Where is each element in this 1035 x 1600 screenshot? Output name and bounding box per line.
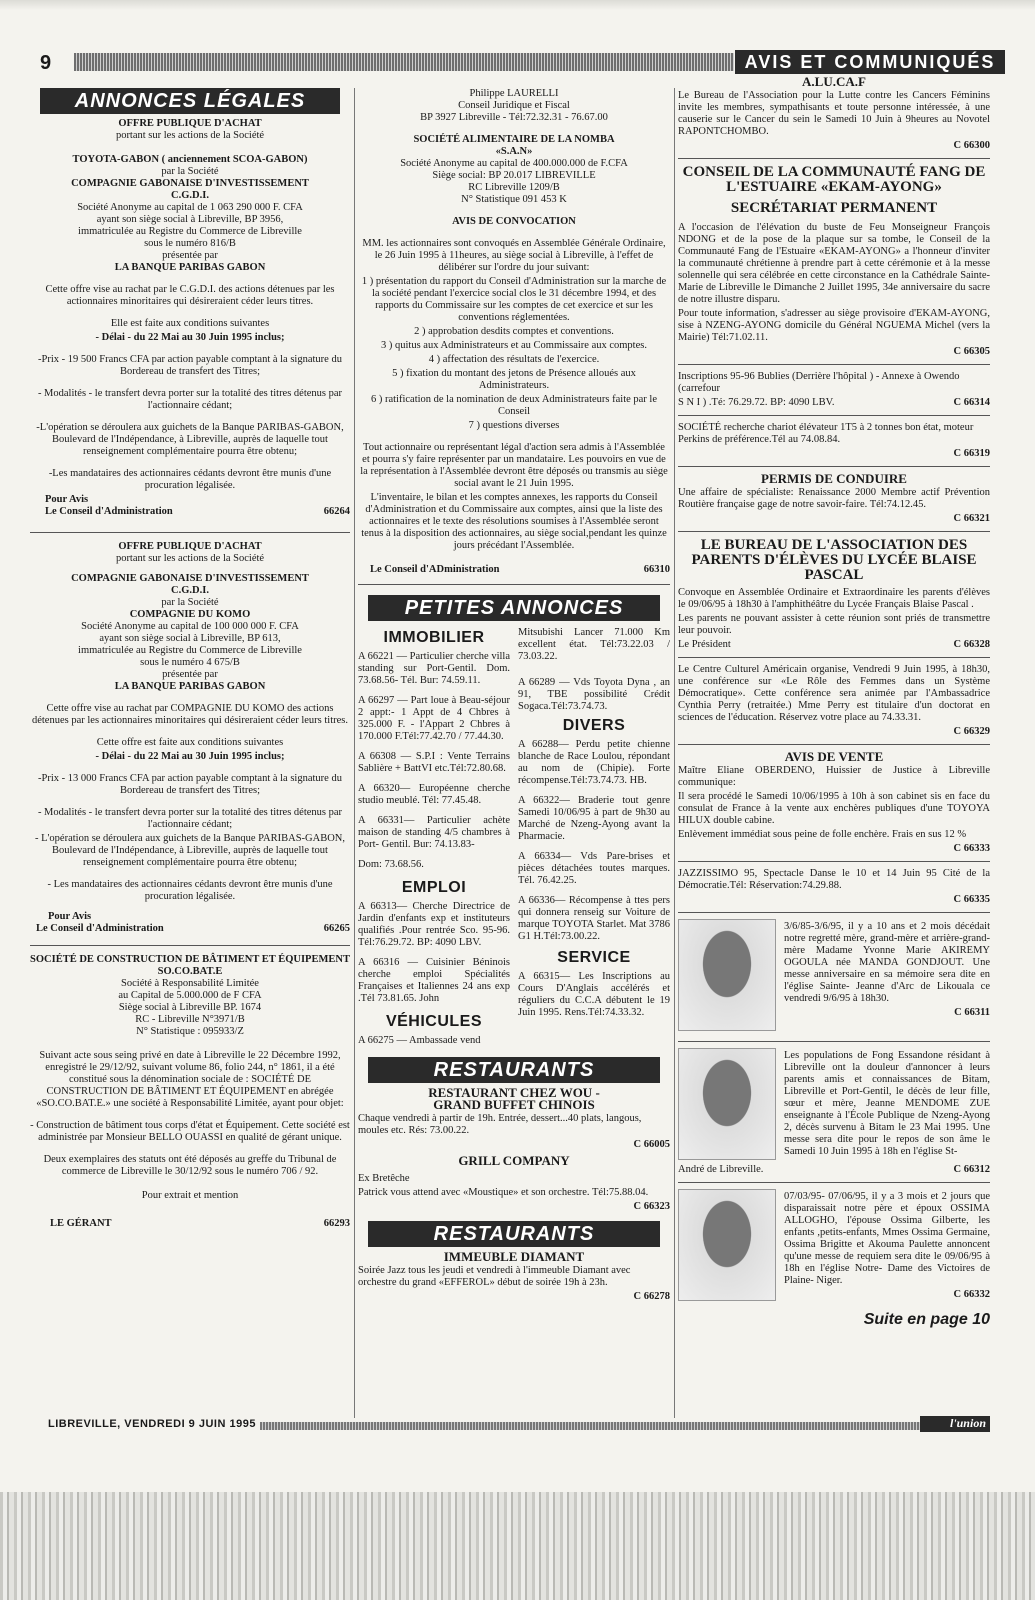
ad-line: immatriculée au Registre du Commerce de Libreville bbox=[78, 226, 302, 237]
ad-subtitle: portant sur les actions de la Société bbox=[115, 553, 265, 564]
portrait-photo bbox=[678, 1189, 776, 1301]
notice-text: Les parents ne pouvant assister à cette réunion sont priés de transmettre leur pouvoir. bbox=[678, 613, 990, 636]
classified-ad: Dom: 73.68.56. bbox=[358, 859, 424, 870]
divider bbox=[678, 531, 990, 532]
divider bbox=[678, 1182, 990, 1183]
notice-title: PERMIS DE CONDUIRE bbox=[761, 471, 907, 486]
ad-code: C 66278 bbox=[633, 1291, 670, 1302]
ad-line: par la Société bbox=[161, 597, 219, 608]
ad-line: ayant son siège social à Libreville, BP 613, bbox=[99, 633, 281, 644]
classified-ad: A 66322— Braderie tout genre Samedi 10/06/95 à part de 9h30 au Marché de Nzeng-Ayong avant la Pharmacie. bbox=[518, 795, 670, 842]
category-divers: DIVERS bbox=[562, 717, 626, 734]
classified-ad: A 66331— Particulier achète maison de standing 4/5 chambres à Port- Gentil. Bur: 74.13.83- bbox=[358, 815, 510, 850]
agenda-item: 7 ) questions diverses bbox=[468, 420, 560, 431]
notice-text: Pour toute information, s'adresser au siège provisoire d'EKAM-AYONG, sise à NZENG-AYONG domicile du Général NGUEMA Michel (vers la Mairie) Tél:71.02.11. bbox=[678, 308, 990, 343]
notice-text: Convoque en Assemblée Ordinaire et Extraordinaire les parents d'élèves le 09/06/95 à 18h30 à l'amphithéâtre du Lycée Français Blaise Pascal . bbox=[678, 587, 990, 610]
ad-paragraph: - Modalités - le transfert devra porter sur la totalité des titres détenus par l'actionnaire cédant; bbox=[37, 388, 343, 411]
notice-text: Le Bureau de l'Association pour la Lutte contre les Cancers Féminins invite les membres, sympathisants et toute personne intéressée, à une causerie sur le Cancer du sein le Samedi 10 Juin à 9heures au Novotel RAPONTCHOMBO. bbox=[678, 90, 990, 137]
petites-annonces-grid bbox=[358, 625, 670, 1049]
divider bbox=[678, 861, 990, 862]
ad-code: C 66300 bbox=[953, 140, 990, 151]
agenda-item: 1 ) présentation du rapport du Conseil d'Administration sur la marche de la société pendant l'exercice social clos le 31 décembre 1994, et des rapports du Commissaire sur les comptes de cet exercice et sur les conventions réglementées. bbox=[361, 276, 667, 323]
classified-ad: Mitsubishi Lancer 71.000 Km excellent état. Tél:73.22.03 / 73.03.22. bbox=[518, 627, 670, 662]
notice-lycee bbox=[678, 538, 990, 651]
ad-code: C 66333 bbox=[953, 843, 990, 854]
banner-petites-annonces: PETITES ANNONCES bbox=[368, 595, 660, 621]
ad-line: RC - Libreville N°3971/B bbox=[135, 1014, 245, 1025]
ad-line: N° Statistique : 095933/Z bbox=[136, 1026, 244, 1037]
ad-paragraph: -L'opération se déroulera aux guichets de la Banque PARIBAS-GABON, Boulevard de l'Indépendance, à Libreville, auprès de laquelle tout renseignement complémentaire pourra être obtenu; bbox=[36, 422, 344, 457]
ad-restaurants bbox=[358, 1087, 670, 1213]
notice-text: Enlèvement immédiat sous peine de folle enchère. Frais en sus 12 % bbox=[678, 829, 967, 840]
ad-paragraph: Suivant acte sous seing privé en date à Libreville le 22 Décembre 1992, enregistré le 29/12/92, suivant volume 86, folio 244, n° 1861, il a été constitué sous la dénomination sociale de : SOCIÉTÉ DE CONSTRUCTION DE BÂTIMENT ET ÉQUIPEMENT en abrégée «SO.CO.BAT.E.» une société à Responsabilité Limitée, ayant pour objet: bbox=[36, 1050, 344, 1109]
ad-paragraph: Chaque vendredi à partir de 19h. Entrée, dessert...40 plats, langous, moules etc. Rés: 73.00.22. bbox=[358, 1113, 642, 1136]
divider bbox=[678, 1041, 990, 1042]
ad-signature: Le Conseil d'ADministration bbox=[370, 564, 500, 575]
classified-ad: A 66313— Cherche Directrice de Jardin d'enfants exp et instituteurs qualifiés .Pour rentrée Sco. 95-96. Tél:76.29.72. BP: 4090 LBV. bbox=[358, 901, 510, 948]
divider bbox=[678, 415, 990, 416]
ad-line: par la Société bbox=[161, 166, 219, 177]
ad-line: présentée par bbox=[162, 250, 218, 261]
ad-paragraph: Cette offre vise au rachat par le C.G.D.I. des actions détenues par les actionnaires minoritaires qui désireraient céder leurs titres. bbox=[45, 284, 335, 307]
ad-signature: LE GÉRANT bbox=[50, 1218, 112, 1229]
continued-link[interactable]: Suite en page 10 bbox=[863, 1311, 990, 1328]
ad-code: 66264 bbox=[323, 506, 350, 517]
notice-jazzissimo bbox=[678, 868, 990, 906]
ad-code: C 66311 bbox=[954, 1007, 990, 1018]
classified-ad: A 66288— Perdu petite chienne blanche de Race Loulou, répondant au nom de (Chipie). Forte récompense.Tél:73.74.73. HB. bbox=[518, 739, 670, 786]
classified-ad: A 66315— Les Inscriptions au Cours D'Anglais accélérés et réguliers du C.C.A débutent le 19 Juin 1995. Rens.Tél:74.33.32. bbox=[518, 971, 670, 1018]
ad-line: TOYOTA-GABON ( anciennement SCOA-GABON) bbox=[72, 154, 308, 165]
portrait-photo bbox=[678, 1048, 776, 1160]
ad-paragraph: - Modalités - le transfert devra porter sur la totalité des titres détenus par l'actionnaire cédant; bbox=[37, 807, 343, 830]
ad-code: C 66321 bbox=[953, 513, 990, 524]
ad-signature: Pour Avis bbox=[48, 911, 92, 922]
ad-subtitle: portant sur les actions de la Société bbox=[115, 130, 265, 141]
ad-paragraph: - L'opération se déroulera aux guichets de la Banque PARIBAS-GABON, Boulevard de l'Indépendance, à Libreville, auprès de laquelle tout renseignement complémentaire pourra être obtenu; bbox=[34, 833, 346, 868]
notice-signature: Le Président bbox=[678, 639, 731, 650]
ad-paragraph: MM. les actionnaires sont convoqués en Assemblée Générale Ordinaire, le 26 Juin 1995 à 11heures, au siège social à Libreville, à l'effet de délibérer sur l'ordre du jour suivant: bbox=[362, 238, 666, 273]
ad-line: LA BANQUE PARIBAS GABON bbox=[114, 262, 266, 273]
notice-text: Une affaire de spécialiste: Renaissance 2000 Membre actif Prévention Routière française gage de notre savoir-faire. Tél:74.12.45. bbox=[678, 487, 990, 510]
ad-code: C 66305 bbox=[953, 346, 990, 357]
ad-paragraph: Cette offre est faite aux conditions suivantes bbox=[96, 737, 284, 748]
classified-ad: A 66334— Vds Pare-brises et pièces détachées toutes marques. Tél. 76.42.25. bbox=[518, 851, 670, 886]
ad-paragraph: -Prix - 19 500 Francs CFA par action payable comptant à la signature du Bordereau de transfert des Titres; bbox=[38, 354, 342, 377]
ad-line: COMPAGNIE GABONAISE D'INVESTISSEMENT bbox=[71, 573, 309, 584]
banner-restaurants: RESTAURANTS bbox=[368, 1057, 660, 1083]
agenda-item: 4 ) affectation des résultats de l'exercice. bbox=[428, 354, 600, 365]
restaurant-name: RESTAURANT CHEZ WOU - bbox=[428, 1085, 600, 1100]
header-rule bbox=[74, 53, 734, 71]
ad-line: Siège social: BP 20.017 LIBREVILLE bbox=[432, 170, 596, 181]
ad-code: C 66312 bbox=[953, 1164, 990, 1175]
restaurant-name: GRAND BUFFET CHINOIS bbox=[433, 1097, 595, 1112]
ad-line: Siège social à Libreville BP. 1674 bbox=[118, 1002, 262, 1013]
ad-line: C.G.D.I. bbox=[171, 190, 209, 201]
ad-code: C 66329 bbox=[953, 726, 990, 737]
petites-col-left bbox=[358, 625, 510, 1049]
ad-line: présentée par bbox=[162, 669, 218, 680]
ad-paragraph: Ex Bretêche bbox=[358, 1173, 410, 1184]
obituary-3 bbox=[678, 1189, 990, 1305]
ad-opa-komo bbox=[30, 541, 350, 935]
category-service: SERVICE bbox=[557, 949, 631, 966]
ad-line: au Capital de 5.000.000 de F CFA bbox=[118, 990, 262, 1001]
page-header bbox=[30, 50, 1005, 74]
column-legal bbox=[30, 88, 350, 1230]
divider bbox=[678, 744, 990, 745]
ad-line: BP 3927 Libreville - Tél:72.32.31 - 76.67.00 bbox=[420, 112, 608, 123]
ad-line: «S.A.N» bbox=[495, 146, 533, 157]
ad-code: C 66332 bbox=[953, 1289, 990, 1300]
ad-immeuble-diamant bbox=[358, 1251, 670, 1303]
ad-line: C.G.D.I. bbox=[171, 585, 209, 596]
ad-opa-toyota bbox=[30, 118, 350, 518]
footer-date: LIBREVILLE, VENDREDI 9 JUIN 1995 bbox=[48, 1418, 260, 1430]
ad-line: Société Anonyme au capital de 400.000.000 de F.CFA bbox=[400, 158, 628, 169]
classified-ad: A 66336— Récompense à ttes pers qui donnera renseig sur Voiture de marque TOYOTA Starlet. Mat 3786 G1 H.Tél:73.00.22. bbox=[518, 895, 670, 942]
ad-san-convocation bbox=[358, 88, 670, 576]
notice-title: AVIS DE VENTE bbox=[784, 749, 884, 764]
ad-line: Société Anonyme au capital de 1 063 290 000 F. CFA bbox=[77, 202, 303, 213]
ad-line: LA BANQUE PARIBAS GABON bbox=[114, 681, 266, 692]
ad-line: immatriculée au Registre du Commerce de Libreville bbox=[78, 645, 302, 656]
ad-heading: AVIS DE CONVOCATION bbox=[452, 216, 576, 227]
notice-text: JAZZISSIMO 95, Spectacle Danse le 10 et 14 Juin 95 Cité de la Démocratie.Tél: Réservation:74.29.88. bbox=[678, 868, 990, 891]
classified-ad: A 66275 — Ambassade vend bbox=[358, 1035, 481, 1046]
ad-signature: Le Conseil d'Administration bbox=[45, 506, 173, 517]
category-emploi: EMPLOI bbox=[401, 879, 467, 896]
notice-inscriptions bbox=[678, 371, 990, 460]
divider bbox=[358, 584, 670, 585]
ad-paragraph: - Délai - du 22 Mai au 30 Juin 1995 inclus; bbox=[95, 751, 285, 762]
ad-line: Philippe LAURELLI bbox=[469, 88, 559, 99]
agenda-item: 2 ) approbation desdits comptes et conventions. bbox=[414, 326, 614, 337]
ad-line: N° Statistique 091 453 K bbox=[461, 194, 567, 205]
notice-alucaf bbox=[678, 76, 990, 152]
ad-line: sous le numéro 816/B bbox=[144, 238, 236, 249]
notice-text: A l'occasion de l'élévation du buste de Feu Monseigneur François NDONG et de la pose de la plaque sur sa tombe, le Conseil de la Communauté Fang de l'Estuaire «EKAM-AYONG» a l'honneur d'inviter la communauté chrétienne à prendre part à cette cérémonie et à la messe solennelle qui sera célébrée en cette circonstance en la Cathédrale Sainte-Marie de Libreville le Dimanche 2 Juillet 1995, 34e anniversaire du sacre de notre illustre disparu. bbox=[678, 222, 990, 305]
obituary-text: 3/6/85-3/6/95, il y a 10 ans et 2 mois décédait notre regretté mère, grand-mère et arrière-grand-mère Madame Yvonne Marie AKIREMY OGOULA née MANDA GONDJOUT. Une messe anniversaire en sa mémoire sera dite en l'église Sainte- Jeanne d'Arc de Likouala ce vendredi 9/6/95 à 18h30. bbox=[784, 921, 990, 1004]
ad-paragraph: Pour extrait et mention bbox=[141, 1190, 239, 1201]
ad-paragraph: Deux exemplaires des statuts ont été déposés au greffe du Tribunal de commerce de Libreville le 30/12/92 sous le numéro 706 / 92. bbox=[43, 1154, 337, 1177]
divider bbox=[30, 532, 350, 533]
column-rule bbox=[354, 88, 355, 1418]
obituary-text: André de Libreville. bbox=[678, 1164, 764, 1175]
divider bbox=[678, 912, 990, 913]
column-right bbox=[678, 74, 990, 1329]
classified-ad: A 66297 — Part loue à Beau-séjour 2 appt:- 1 Appt de 4 Chbres à 325.000 F. - l'Appart 2 Chbres à 170.000 F.Tél:77.42.70 / 77.44.30. bbox=[358, 695, 510, 742]
ad-title: OFFRE PUBLIQUE D'ACHAT bbox=[118, 541, 262, 552]
ad-title: SOCIÉTÉ ALIMENTAIRE DE LA NOMBA bbox=[413, 134, 615, 145]
divider bbox=[678, 364, 990, 365]
ad-paragraph: Cette offre vise au rachat par COMPAGNIE DU KOMO des actions détenues par les actionnaires minoritaires qui désireraient céder leurs titres. bbox=[31, 703, 349, 726]
notice-text: SOCIÉTÉ recherche chariot élévateur 1T5 à 2 tonnes bon état, moteur Perkins de préférence.Tél au 74.08.84. bbox=[678, 422, 974, 445]
notice-subtitle: SECRÉTARIAT PERMANENT bbox=[730, 200, 938, 216]
notice-title: CONSEIL DE LA COMMUNAUTÉ FANG DE L'ESTUAIRE «EKAM-AYONG» bbox=[682, 164, 986, 195]
ad-line: Société Anonyme au capital de 100 000 000 F. CFA bbox=[81, 621, 299, 632]
notice-ekam-ayong bbox=[678, 165, 990, 358]
ad-paragraph: -Les mandataires des actionnaires cédants devront être munis d'une procuration légalisée. bbox=[48, 468, 332, 491]
ad-code: 66293 bbox=[323, 1218, 350, 1229]
notice-title: LE BUREAU DE L'ASSOCIATION DES PARENTS D'ÉLÈVES DU LYCÉE BLAISE PASCAL bbox=[691, 537, 977, 583]
ad-title: OFFRE PUBLIQUE D'ACHAT bbox=[118, 118, 262, 129]
scan-background bbox=[0, 1492, 1035, 1600]
notice-text: Maître Eliane OBERDENO, Huissier de Justice à Libreville communique: bbox=[678, 765, 990, 788]
ad-line: ayant son siège social à Libreville, BP 3956, bbox=[96, 214, 284, 225]
ad-paragraph: - Construction de bâtiment tous corps d'état et Équipement. Cette société est administrée par Monsieur BELLO OUASSI en qualité de gérant unique. bbox=[30, 1120, 350, 1143]
divider bbox=[678, 466, 990, 467]
notice-title: A.LU.CA.F bbox=[802, 74, 866, 89]
ad-code: C 66335 bbox=[953, 894, 990, 905]
ad-title: SOCIÉTÉ DE CONSTRUCTION DE BÂTIMENT ET ÉQUIPEMENT bbox=[30, 954, 350, 965]
ad-code: C 66005 bbox=[633, 1139, 670, 1150]
column-middle bbox=[358, 88, 670, 1303]
ad-paragraph: - Délai - du 22 Mai au 30 Juin 1995 inclus; bbox=[95, 332, 285, 343]
ad-code: C 66328 bbox=[953, 639, 990, 650]
obituary-text: Les populations de Fong Essandone résidant à Libreville ont la douleur d'annoncer à leurs parents amis et connaissances de Bitam, Libreville et Port-Gentil, le décès de leur fille, sœur et mère, Jeanne MENDOME ZUE enseignante à l'École Publique de Nzeng-Ayong 2, décès survenu à Bitam le 23 Mai 1995. Une messe sera dite pour le repos de son âme le Samedi 10 Juin 1995 à 18h en l'église St- bbox=[784, 1050, 990, 1157]
ad-socobate bbox=[30, 954, 350, 1230]
ad-paragraph: - Les mandataires des actionnaires cédants devront être munis d'une procuration légalisée. bbox=[47, 879, 333, 902]
classified-ad: A 66320— Européenne cherche studio meublé. Tél: 77.45.48. bbox=[358, 783, 510, 806]
banner-restaurants-2: RESTAURANTS bbox=[368, 1221, 660, 1247]
page-edge bbox=[0, 0, 1035, 10]
newspaper-logo: l'union bbox=[920, 1416, 990, 1432]
ad-line: Conseil Juridique et Fiscal bbox=[458, 100, 570, 111]
ad-paragraph: Patrick vous attend avec «Moustique» et son orchestre. Tél:75.88.04. bbox=[358, 1187, 649, 1198]
divider bbox=[30, 945, 350, 946]
ad-line: Société à Responsabilité Limitée bbox=[121, 978, 259, 989]
ad-code: C 66319 bbox=[953, 448, 990, 459]
ad-code: C 66323 bbox=[633, 1201, 670, 1212]
notice-text: Inscriptions 95-96 Bublies (Derrière l'hôpital ) - Annexe à Owendo (carrefour bbox=[678, 371, 960, 394]
obituary-1 bbox=[678, 919, 990, 1035]
ad-paragraph: Elle est faite aux conditions suivantes bbox=[110, 318, 270, 329]
ad-line: COMPAGNIE GABONAISE D'INVESTISSEMENT bbox=[71, 178, 309, 189]
notice-text: S N I ) .Té: 76.29.72. BP: 4090 LBV. bbox=[678, 397, 835, 408]
ad-line: RC Libreville 1209/B bbox=[468, 182, 560, 193]
ad-line: sous le numéro 4 675/B bbox=[140, 657, 240, 668]
classified-ad: A 66316 — Cuisinier Béninois cherche emploi Spécialités Françaises et Italiennes 24 ans exp .Tél 73.81.65. John bbox=[358, 957, 510, 1004]
notice-text: Le Centre Culturel Américain organise, Vendredi 9 Juin 1995, à 18h30, une conférence sur «Le Rôle des Femmes dans un Système Démocratique». Cette conférence sera animée par l'Ambassadrice Cynthia Perry (retraitée.) Mme Perry est titulaire d'un doctorat en sciences de l'éducation. Réservez votre place au 74.33.31. bbox=[678, 664, 990, 723]
banner-annonces-legales: ANNONCES LÉGALES bbox=[40, 88, 340, 114]
ad-signature: Pour Avis bbox=[45, 494, 89, 505]
classified-ad: A 66289 — Vds Toyota Dyna , an 91, TBE possibilité Crédit Sogaca.Tél:73.74.73. bbox=[518, 677, 670, 712]
ad-code: 66265 bbox=[323, 923, 350, 934]
portrait-photo bbox=[678, 919, 776, 1031]
ad-paragraph: Tout actionnaire ou représentant légal d'action sera admis à l'Assemblée et pourra s'y faire représenter par un mandataire. Les pouvoirs en vue de la représentation à l'Assemblée devront être déposés ou transmis au siège social avant le 21 Juin 1995. bbox=[360, 442, 668, 489]
section-title: AVIS ET COMMUNIQUÉS bbox=[735, 50, 1005, 74]
divider bbox=[678, 158, 990, 159]
ad-line: SO.CO.BAT.E bbox=[157, 966, 223, 977]
page-number: 9 bbox=[40, 52, 52, 74]
restaurant-name: GRILL COMPANY bbox=[458, 1153, 570, 1168]
notice-permis bbox=[678, 473, 990, 525]
agenda-item: 5 ) fixation du montant des jetons de Présence alloués aux Administrateurs. bbox=[392, 368, 636, 391]
agenda-item: 6 ) ratification de la nomination de deux Administrateurs faite par le Conseil bbox=[370, 394, 658, 417]
notice-centre-culturel bbox=[678, 664, 990, 738]
ad-code: C 66314 bbox=[953, 397, 990, 408]
notice-avis-vente bbox=[678, 751, 990, 855]
divider bbox=[678, 657, 990, 658]
restaurant-name: IMMEUBLE DIAMANT bbox=[443, 1249, 585, 1264]
footer-rule bbox=[230, 1422, 950, 1430]
petites-col-right bbox=[518, 625, 670, 1049]
ad-paragraph: -Prix - 13 000 Francs CFA par action payable comptant à la signature du Bordereau de transfert des Titres; bbox=[38, 773, 342, 796]
classified-ad: A 66308 — S.P.I : Vente Terrains Sablière + BattVI etc.Tél:72.80.68. bbox=[358, 751, 510, 774]
column-rule bbox=[674, 88, 675, 1418]
notice-text: Il sera procédé le Samedi 10/06/1995 à 10h à son cabinet sis en face du consulat de France à la vente aux enchères publiques d'une TOYOYA HILUX double cabine. bbox=[678, 791, 990, 826]
ad-paragraph: Soirée Jazz tous les jeudi et vendredi à l'immeuble Diamant avec orchestre du grand «EFFEROL» début de soirée 19h à 23h. bbox=[358, 1265, 631, 1288]
ad-signature: Le Conseil d'Administration bbox=[36, 923, 164, 934]
page-footer bbox=[30, 1418, 1005, 1434]
ad-code: 66310 bbox=[643, 564, 670, 575]
obituary-text: 07/03/95- 07/06/95, il y a 3 mois et 2 jours que disparaissait notre père et époux OSSIMA ALLOGHO, l'épouse Ossima Gilberte, les enfants ,petits-enfants, Mmes Ossima Germaine, Ossima Brigitte et Akouma Paulette annoncent qu'une messe de requiem sera dite le 09/06/95 à 18h en l'église Notre- Dame des Victoires de Plaine- Niger. bbox=[784, 1191, 990, 1286]
category-immobilier: IMMOBILIER bbox=[383, 629, 485, 646]
agenda-item: 3 ) quitus aux Administrateurs et au Commissaire aux comptes. bbox=[381, 340, 647, 351]
category-vehicules: VÉHICULES bbox=[385, 1013, 483, 1030]
ad-paragraph: L'inventaire, le bilan et les comptes annexes, les rapports du Conseil d'Administration et du Commissaire aux comptes, ainsi que la liste des actionnaires et le texte des résolutions soumises à l'Assemblée seront tenus à la disposition des actionnaires, au siège social,pendant les quinze jours précédant l'Assemblée. bbox=[361, 492, 667, 551]
obituary-2 bbox=[678, 1048, 990, 1176]
ad-line: COMPAGNIE DU KOMO bbox=[129, 609, 251, 620]
classified-ad: A 66221 — Particulier cherche villa standing sur Port-Gentil. Dom. 73.68.56- Tél. Bur: 74.59.11. bbox=[358, 651, 510, 686]
